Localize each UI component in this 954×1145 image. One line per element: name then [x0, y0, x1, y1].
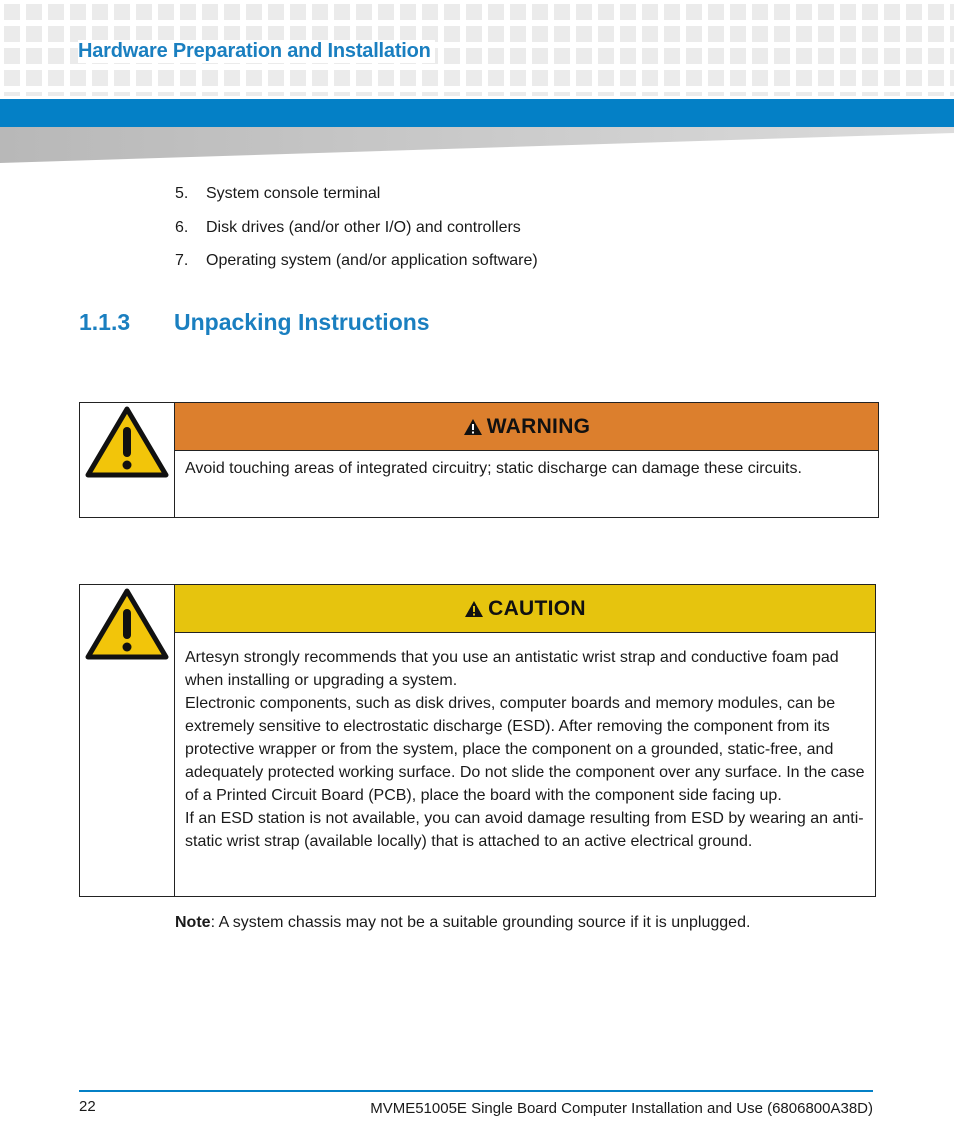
warning-triangle-icon [84, 587, 170, 661]
page-number: 22 [79, 1098, 96, 1115]
numbered-list [175, 185, 538, 286]
note-paragraph [175, 914, 750, 932]
caution-paragraph: Artesyn strongly recommends that you use an antistatic wrist strap and conductive foam pad when installing or upgrading a system. [185, 649, 839, 689]
caution-header [175, 585, 875, 633]
caution-label: CAUTION [488, 596, 586, 620]
warning-notice [79, 402, 879, 518]
list-item-text: Operating system (and/or application software) [206, 252, 538, 269]
running-header-title: Hardware Preparation and Installation [78, 40, 435, 63]
warning-icon-cell [80, 403, 175, 517]
caution-paragraph: If an ESD station is not available, you can avoid damage resulting from ESD by wearing an anti-static wrist strap (available locally) that is attached to an active electrical ground. [185, 810, 864, 850]
caution-notice [79, 584, 876, 897]
note-label: Note [175, 914, 211, 931]
caution-small-triangle-icon [464, 600, 484, 618]
list-item [175, 185, 538, 219]
section-title: Unpacking Instructions [174, 309, 430, 335]
list-item-number: 6. [175, 218, 189, 236]
section-heading [79, 309, 430, 336]
list-item [175, 252, 538, 286]
list-item-number: 5. [175, 185, 189, 202]
caution-body [175, 633, 875, 853]
header-blue-band [0, 99, 954, 127]
note-text: : A system chassis may not be a suitable grounding source if it is unplugged. [210, 914, 751, 931]
warning-header [175, 403, 878, 451]
section-number: 1.1.3 [79, 309, 131, 335]
warning-text: Avoid touching areas of integrated circuitry; static discharge can damage these circuits. [185, 460, 802, 477]
warning-small-triangle-icon [463, 418, 483, 436]
list-item-text: Disk drives (and/or other I/O) and controllers [206, 218, 521, 236]
header-grey-wedge [0, 127, 954, 163]
footer-doc-title: MVME51005E Single Board Computer Installation and Use (6806800A38D) [370, 1100, 873, 1117]
list-item [175, 219, 538, 253]
warning-triangle-icon [84, 405, 170, 479]
warning-label: WARNING [486, 414, 591, 438]
caution-paragraph: Electronic components, such as disk drives, computer boards and memory modules, can be extremely sensitive to electrostatic discharge (ESD). After removing the component from its protective wrapper or from the system, place the component on a grounded, static-free, and adequately protected working surface. Do not slide the component over any surface. In the case of a Printed Circuit Board (PCB), place the board with the component side facing up. [185, 695, 865, 804]
caution-icon-cell [80, 585, 175, 896]
footer-divider [79, 1090, 873, 1092]
list-item-number: 7. [175, 252, 189, 269]
list-item-text: System console terminal [206, 185, 381, 202]
